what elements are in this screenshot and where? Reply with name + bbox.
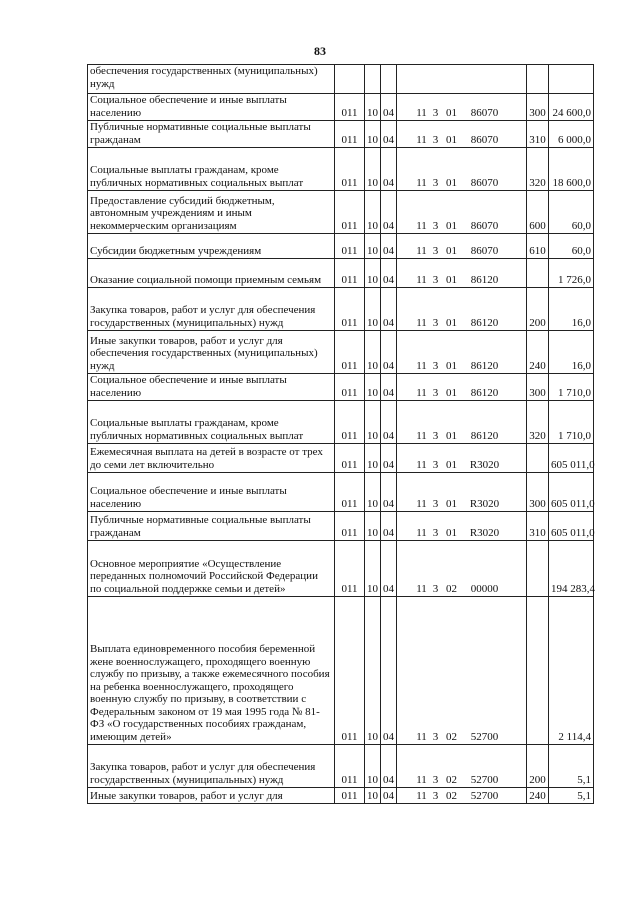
amount: 2 114,4 bbox=[549, 597, 594, 745]
subprogram-number: 3 bbox=[432, 219, 439, 232]
event-number: 01 bbox=[446, 359, 457, 372]
program-number: 11 bbox=[416, 526, 427, 539]
table-row bbox=[88, 331, 594, 374]
program-number: 11 bbox=[416, 133, 427, 146]
section-code: 10 bbox=[365, 444, 381, 473]
event-number: 02 bbox=[446, 773, 457, 786]
section-code: 10 bbox=[365, 541, 381, 597]
expense-type-code: 610 bbox=[527, 234, 549, 259]
event-number: 02 bbox=[446, 789, 457, 802]
program-code bbox=[397, 191, 527, 234]
amount: 6 000,0 bbox=[549, 121, 594, 148]
amount bbox=[549, 65, 594, 94]
section-code: 10 bbox=[365, 288, 381, 331]
event-number: 01 bbox=[446, 244, 457, 257]
subsection-code: 04 bbox=[381, 234, 397, 259]
expense-type-code bbox=[527, 444, 549, 473]
amount: 605 011,0 bbox=[549, 473, 594, 512]
table-row bbox=[88, 148, 594, 191]
subsection-code: 04 bbox=[381, 541, 397, 597]
section-code: 10 bbox=[365, 597, 381, 745]
expense-type-code: 320 bbox=[527, 148, 549, 191]
ministry-code: 011 bbox=[335, 512, 365, 541]
expense-type-code: 320 bbox=[527, 401, 549, 444]
expense-type-code: 240 bbox=[527, 788, 549, 804]
row-name: Основное мероприятие «Осуществление переданных полномочий Российской Федерации по социальной поддержке семьи и детей» bbox=[88, 541, 335, 597]
direction-code: 86120 bbox=[470, 359, 499, 372]
row-name: Выплата единовременного пособия беременной жене военнослужащего, проходящего военную службу по призыву, а также ежемесячного пособия на ребенка военнослужащего, проходящего военную службу по призыву, в соответствии с Федеральным законом от 19 мая 1995 года № 81-ФЗ «О государственных пособиях гражданам, имеющим детей» bbox=[88, 597, 335, 745]
direction-code: 86070 bbox=[470, 219, 499, 232]
event-number: 01 bbox=[446, 316, 457, 329]
row-name: Публичные нормативные социальные выплаты гражданам bbox=[88, 121, 335, 148]
direction-code: 86120 bbox=[470, 429, 499, 442]
section-code: 10 bbox=[365, 121, 381, 148]
ministry-code: 011 bbox=[335, 597, 365, 745]
direction-code: 52700 bbox=[470, 730, 499, 743]
section-code: 10 bbox=[365, 788, 381, 804]
direction-code: 86070 bbox=[470, 106, 499, 119]
row-name: Оказание социальной помощи приемным семьям bbox=[88, 259, 335, 288]
expense-type-code bbox=[527, 541, 549, 597]
direction-code: R3020 bbox=[469, 526, 500, 539]
row-name: Социальное обеспечение и иные выплаты населению bbox=[88, 94, 335, 121]
row-name: Социальные выплаты гражданам, кроме публичных нормативных социальных выплат bbox=[88, 148, 335, 191]
row-name: Социальные выплаты гражданам, кроме публичных нормативных социальных выплат bbox=[88, 401, 335, 444]
amount: 1 726,0 bbox=[549, 259, 594, 288]
ministry-code: 011 bbox=[335, 191, 365, 234]
row-name: Иные закупки товаров, работ и услуг для обеспечения государственных (муниципальных) нужд bbox=[88, 331, 335, 374]
section-code: 10 bbox=[365, 234, 381, 259]
event-number: 01 bbox=[446, 497, 457, 510]
ministry-code bbox=[335, 65, 365, 94]
amount: 1 710,0 bbox=[549, 374, 594, 401]
ministry-code: 011 bbox=[335, 94, 365, 121]
ministry-code: 011 bbox=[335, 401, 365, 444]
program-code bbox=[397, 259, 527, 288]
program-code bbox=[397, 401, 527, 444]
expense-type-code: 200 bbox=[527, 745, 549, 788]
section-code: 10 bbox=[365, 259, 381, 288]
ministry-code: 011 bbox=[335, 331, 365, 374]
ministry-code: 011 bbox=[335, 541, 365, 597]
amount: 1 710,0 bbox=[549, 401, 594, 444]
page-number: 83 bbox=[314, 44, 326, 58]
table-row bbox=[88, 65, 594, 94]
subsection-code: 04 bbox=[381, 473, 397, 512]
expense-type-code: 300 bbox=[527, 374, 549, 401]
event-number: 02 bbox=[446, 730, 457, 743]
subsection-code: 04 bbox=[381, 745, 397, 788]
row-name: Ежемесячная выплата на детей в возрасте от трех до семи лет включительно bbox=[88, 444, 335, 473]
program-code bbox=[397, 288, 527, 331]
section-code: 10 bbox=[365, 745, 381, 788]
ministry-code: 011 bbox=[335, 121, 365, 148]
section-code: 10 bbox=[365, 94, 381, 121]
subsection-code bbox=[381, 65, 397, 94]
expense-type-code: 310 bbox=[527, 512, 549, 541]
event-number: 01 bbox=[446, 133, 457, 146]
direction-code: 86070 bbox=[470, 133, 499, 146]
event-number: 01 bbox=[446, 386, 457, 399]
subprogram-number: 3 bbox=[432, 429, 439, 442]
ministry-code: 011 bbox=[335, 288, 365, 331]
amount: 194 283,4 bbox=[549, 541, 594, 597]
subsection-code: 04 bbox=[381, 512, 397, 541]
table-row bbox=[88, 541, 594, 597]
subprogram-number: 3 bbox=[432, 273, 439, 286]
program-code bbox=[397, 234, 527, 259]
amount: 16,0 bbox=[549, 288, 594, 331]
subsection-code: 04 bbox=[381, 788, 397, 804]
amount: 5,1 bbox=[549, 788, 594, 804]
section-code: 10 bbox=[365, 148, 381, 191]
table-row bbox=[88, 473, 594, 512]
event-number: 01 bbox=[446, 273, 457, 286]
direction-code: 86120 bbox=[470, 273, 499, 286]
section-code: 10 bbox=[365, 473, 381, 512]
program-code bbox=[397, 473, 527, 512]
row-name: обеспечения государственных (муниципальных) нужд bbox=[88, 65, 335, 94]
program-code bbox=[397, 444, 527, 473]
subprogram-number: 3 bbox=[432, 773, 439, 786]
direction-code: 86120 bbox=[470, 316, 499, 329]
table-row bbox=[88, 234, 594, 259]
expense-type-code bbox=[527, 597, 549, 745]
section-code: 10 bbox=[365, 374, 381, 401]
program-number: 11 bbox=[416, 273, 427, 286]
subsection-code: 04 bbox=[381, 288, 397, 331]
direction-code: 52700 bbox=[470, 773, 499, 786]
table-row bbox=[88, 745, 594, 788]
program-number: 11 bbox=[416, 773, 427, 786]
table-row bbox=[88, 288, 594, 331]
section-code: 10 bbox=[365, 401, 381, 444]
expense-type-code: 200 bbox=[527, 288, 549, 331]
subsection-code: 04 bbox=[381, 374, 397, 401]
table-row bbox=[88, 259, 594, 288]
ministry-code: 011 bbox=[335, 234, 365, 259]
program-code bbox=[397, 374, 527, 401]
subprogram-number: 3 bbox=[432, 359, 439, 372]
program-code bbox=[397, 541, 527, 597]
direction-code: 86070 bbox=[470, 176, 499, 189]
subsection-code: 04 bbox=[381, 331, 397, 374]
program-number: 11 bbox=[416, 497, 427, 510]
program-number: 11 bbox=[416, 582, 427, 595]
subprogram-number: 3 bbox=[432, 244, 439, 257]
section-code bbox=[365, 65, 381, 94]
ministry-code: 011 bbox=[335, 745, 365, 788]
program-number: 11 bbox=[416, 429, 427, 442]
row-name: Закупка товаров, работ и услуг для обеспечения государственных (муниципальных) нужд bbox=[88, 745, 335, 788]
expense-type-code bbox=[527, 259, 549, 288]
subsection-code: 04 bbox=[381, 259, 397, 288]
ministry-code: 011 bbox=[335, 444, 365, 473]
subsection-code: 04 bbox=[381, 94, 397, 121]
direction-code: 00000 bbox=[470, 582, 499, 595]
section-code: 10 bbox=[365, 191, 381, 234]
event-number: 01 bbox=[446, 219, 457, 232]
program-number: 11 bbox=[416, 106, 427, 119]
expense-type-code: 300 bbox=[527, 94, 549, 121]
expense-type-code: 600 bbox=[527, 191, 549, 234]
event-number: 01 bbox=[446, 429, 457, 442]
program-code bbox=[397, 121, 527, 148]
section-code: 10 bbox=[365, 512, 381, 541]
subprogram-number: 3 bbox=[432, 497, 439, 510]
event-number: 01 bbox=[446, 106, 457, 119]
subsection-code: 04 bbox=[381, 191, 397, 234]
ministry-code: 011 bbox=[335, 148, 365, 191]
subprogram-number: 3 bbox=[432, 582, 439, 595]
table-row bbox=[88, 401, 594, 444]
row-name: Публичные нормативные социальные выплаты гражданам bbox=[88, 512, 335, 541]
program-code bbox=[397, 65, 527, 94]
subprogram-number: 3 bbox=[432, 789, 439, 802]
ministry-code: 011 bbox=[335, 374, 365, 401]
subprogram-number: 3 bbox=[432, 133, 439, 146]
amount: 24 600,0 bbox=[549, 94, 594, 121]
program-number: 11 bbox=[416, 244, 427, 257]
expense-type-code: 310 bbox=[527, 121, 549, 148]
program-code bbox=[397, 788, 527, 804]
subprogram-number: 3 bbox=[432, 730, 439, 743]
amount: 60,0 bbox=[549, 191, 594, 234]
program-number: 11 bbox=[416, 316, 427, 329]
table-row bbox=[88, 374, 594, 401]
subsection-code: 04 bbox=[381, 121, 397, 148]
direction-code: 86120 bbox=[470, 386, 499, 399]
amount: 60,0 bbox=[549, 234, 594, 259]
program-code bbox=[397, 745, 527, 788]
subprogram-number: 3 bbox=[432, 458, 439, 471]
amount: 16,0 bbox=[549, 331, 594, 374]
program-code bbox=[397, 331, 527, 374]
subprogram-number: 3 bbox=[432, 316, 439, 329]
event-number: 02 bbox=[446, 582, 457, 595]
table-row bbox=[88, 788, 594, 804]
ministry-code: 011 bbox=[335, 788, 365, 804]
program-number: 11 bbox=[416, 359, 427, 372]
subsection-code: 04 bbox=[381, 148, 397, 191]
program-number: 11 bbox=[416, 176, 427, 189]
subprogram-number: 3 bbox=[432, 386, 439, 399]
program-code bbox=[397, 94, 527, 121]
subprogram-number: 3 bbox=[432, 176, 439, 189]
direction-code: R3020 bbox=[469, 458, 500, 471]
subprogram-number: 3 bbox=[432, 106, 439, 119]
row-name: Предоставление субсидий бюджетным, автономным учреждениям и иным некоммерческим организациям bbox=[88, 191, 335, 234]
table-row bbox=[88, 597, 594, 745]
program-number: 11 bbox=[416, 789, 427, 802]
event-number: 01 bbox=[446, 176, 457, 189]
program-code bbox=[397, 512, 527, 541]
program-number: 11 bbox=[416, 386, 427, 399]
program-number: 11 bbox=[416, 219, 427, 232]
subsection-code: 04 bbox=[381, 444, 397, 473]
row-name: Иные закупки товаров, работ и услуг для bbox=[88, 788, 335, 804]
amount: 5,1 bbox=[549, 745, 594, 788]
row-name: Социальное обеспечение и иные выплаты населению bbox=[88, 374, 335, 401]
amount: 605 011,0 bbox=[549, 512, 594, 541]
program-code bbox=[397, 597, 527, 745]
row-name: Социальное обеспечение и иные выплаты населению bbox=[88, 473, 335, 512]
table-row bbox=[88, 94, 594, 121]
table-row bbox=[88, 512, 594, 541]
event-number: 01 bbox=[446, 458, 457, 471]
section-code: 10 bbox=[365, 331, 381, 374]
subprogram-number: 3 bbox=[432, 526, 439, 539]
direction-code: 52700 bbox=[470, 789, 499, 802]
table-row bbox=[88, 444, 594, 473]
direction-code: R3020 bbox=[469, 497, 500, 510]
table-row bbox=[88, 121, 594, 148]
program-code bbox=[397, 148, 527, 191]
amount: 605 011,0 bbox=[549, 444, 594, 473]
budget-table bbox=[87, 64, 594, 804]
amount: 18 600,0 bbox=[549, 148, 594, 191]
ministry-code: 011 bbox=[335, 259, 365, 288]
direction-code: 86070 bbox=[470, 244, 499, 257]
program-number: 11 bbox=[416, 458, 427, 471]
table-row bbox=[88, 191, 594, 234]
event-number: 01 bbox=[446, 526, 457, 539]
program-number: 11 bbox=[416, 730, 427, 743]
row-name: Субсидии бюджетным учреждениям bbox=[88, 234, 335, 259]
ministry-code: 011 bbox=[335, 473, 365, 512]
subsection-code: 04 bbox=[381, 401, 397, 444]
expense-type-code: 240 bbox=[527, 331, 549, 374]
subsection-code: 04 bbox=[381, 597, 397, 745]
row-name: Закупка товаров, работ и услуг для обеспечения государственных (муниципальных) нужд bbox=[88, 288, 335, 331]
expense-type-code bbox=[527, 65, 549, 94]
expense-type-code: 300 bbox=[527, 473, 549, 512]
